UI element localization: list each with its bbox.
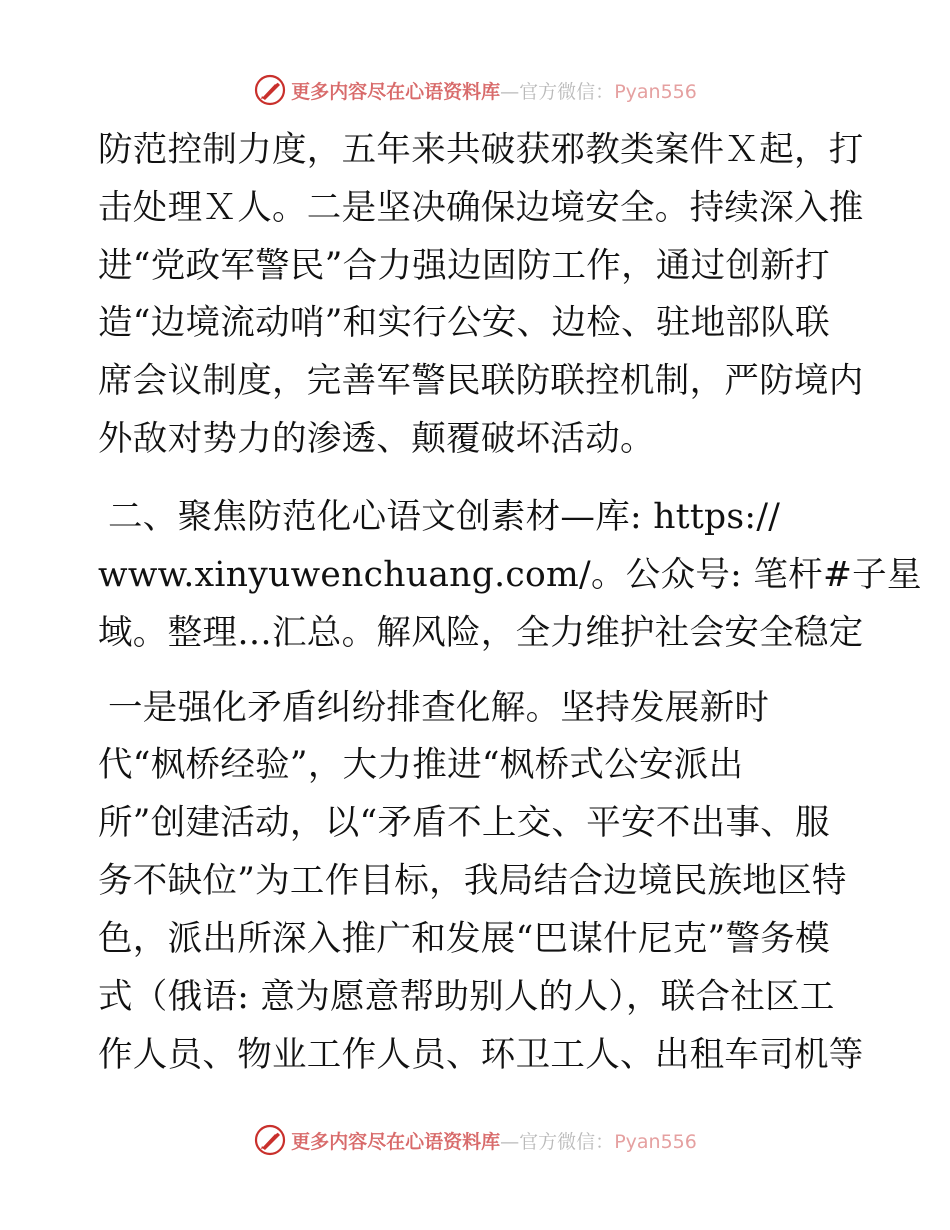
- body-line: 进“党政军警民”合力强边固防工作，通过创新打: [98, 246, 830, 286]
- watermark-brand: 更多内容尽在心语资料库: [291, 1130, 501, 1153]
- watermark-official-label: 官方微信：: [519, 80, 615, 103]
- body-line: 所”创建活动，以“矛盾不上交、平安不出事、服: [98, 803, 830, 843]
- body-line: 席会议制度，完善军警民联防联控机制，严防境内: [98, 361, 864, 401]
- watermark-wechat-id: Pyan556: [614, 1130, 697, 1153]
- footer-watermark: [0, 1120, 950, 1160]
- watermark-text: [291, 77, 697, 104]
- body-line: 造“边境流动哨”和实行公安、边检、驻地部队联: [98, 303, 830, 343]
- watermark-separator: —: [500, 1130, 520, 1153]
- watermark-text: [291, 1127, 697, 1154]
- body-line: 外敌对势力的渗透、颠覆破坏活动。: [98, 419, 655, 459]
- body-line: www.xinyuwenchuang.com/。公众号: 笔杆#子星: [98, 555, 922, 595]
- watermark-wechat-id: Pyan556: [614, 80, 697, 103]
- body-line: 务不缺位”为工作目标，我局结合边境民族地区特: [98, 861, 847, 901]
- body-line: 作人员、物业工作人员、环卫工人、出租车司机等: [98, 1035, 864, 1075]
- watermark-separator: —: [500, 80, 520, 103]
- body-line: 一是强化矛盾纠纷排查化解。坚持发展新时: [108, 688, 770, 728]
- body-line: 防范控制力度，五年来共破获邪教类案件Ｘ起，打: [98, 130, 864, 170]
- quill-pen-logo-icon: [253, 73, 287, 107]
- header-watermark: [0, 70, 950, 110]
- section-heading: 二、聚焦防范化心语文创素材—库: https://: [108, 497, 781, 537]
- quill-pen-logo-icon: [253, 1123, 287, 1157]
- body-line: 域。整理…汇总。解风险，全力维护社会安全稳定: [98, 613, 864, 653]
- body-line: 色，派出所深入推广和发展“巴谋什尼克”警务模: [98, 919, 830, 959]
- watermark-brand: 更多内容尽在心语资料库: [291, 80, 501, 103]
- watermark-official-label: 官方微信：: [519, 1130, 615, 1153]
- body-line: 式（俄语: 意为愿意帮助别人的人），联合社区工: [98, 977, 835, 1017]
- body-line: 击处理Ｘ人。二是坚决确保边境安全。持续深入推: [98, 188, 864, 228]
- body-line: 代“枫桥经验”，大力推进“枫桥式公安派出: [98, 745, 744, 785]
